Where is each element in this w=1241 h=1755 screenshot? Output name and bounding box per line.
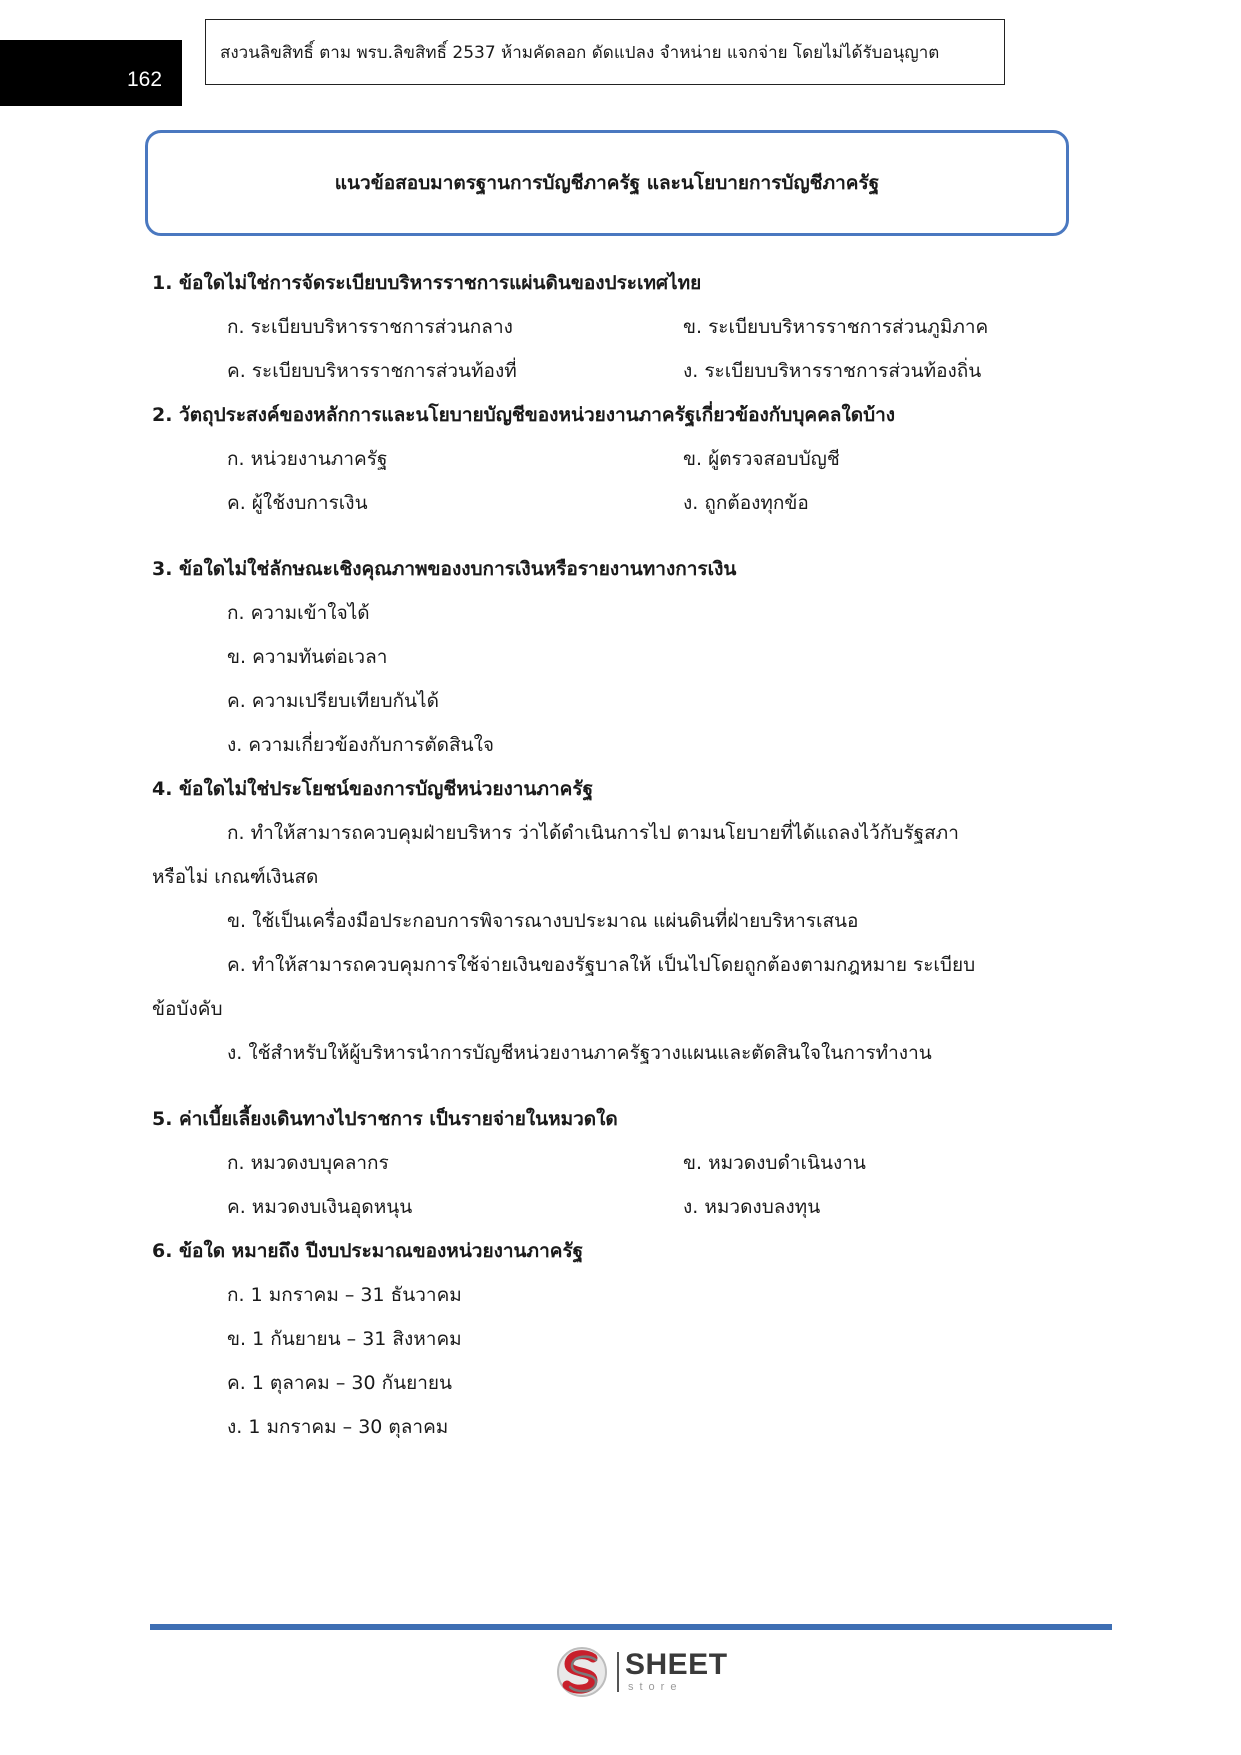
q3-option-a: ก. ความเข้าใจได้ [227,602,370,624]
q6-option-a: ก. 1 มกราคม – 31 ธันวาคม [227,1284,462,1306]
question-1: 1. ข้อใดไม่ใช่การจัดระเบียบบริหารราชการแผ่นดินของประเทศไทย [152,272,702,294]
sheet-store-logo-icon [555,1644,609,1700]
q1-option-b: ข. ระเบียบบริหารราชการส่วนภูมิภาค [683,316,989,338]
q5-option-a: ก. หมวดงบบุคลากร [227,1152,389,1174]
page-number-box [0,40,182,106]
sheet-store-logo [555,1644,735,1700]
q2-option-b: ข. ผู้ตรวจสอบบัญชี [683,448,840,470]
q5-option-b: ข. หมวดงบดำเนินงาน [683,1152,866,1174]
q6-option-d: ง. 1 มกราคม – 30 ตุลาคม [227,1416,449,1438]
q5-option-c: ค. หมวดงบเงินอุดหนุน [227,1196,413,1218]
q4-option-c: ค. ทำให้สามารถควบคุมการใช้จ่ายเงินของรัฐบาลให้ เป็นไปโดยถูกต้องตามกฎหมาย ระเบียบ [227,954,976,976]
q3-option-b: ข. ความทันต่อเวลา [227,646,388,668]
q4-option-a-continued: หรือไม่ เกณฑ์เงินสด [152,866,319,888]
copyright-notice: สงวนลิขสิทธิ์ ตาม พรบ.ลิขสิทธิ์ 2537 ห้ามคัดลอก ดัดแปลง จำหน่าย แจกจ่าย โดยไม่ได้รับอนุญาต [205,19,1005,85]
footer-divider [150,1624,1112,1630]
q4-option-b: ข. ใช้เป็นเครื่องมือประกอบการพิจารณางบประมาณ แผ่นดินที่ฝ่ายบริหารเสนอ [227,910,859,932]
q2-option-c: ค. ผู้ใช้งบการเงิน [227,492,368,514]
question-3: 3. ข้อใดไม่ใช่ลักษณะเชิงคุณภาพของงบการเงินหรือรายงานทางการเงิน [152,558,737,580]
question-4: 4. ข้อใดไม่ใช่ประโยชน์ของการบัญชีหน่วยงานภาครัฐ [152,778,594,800]
q4-option-d: ง. ใช้สำหรับให้ผู้บริหารนำการบัญชีหน่วยงานภาครัฐวางแผนและตัดสินใจในการทำงาน [227,1042,932,1064]
q1-option-c: ค. ระเบียบบริหารราชการส่วนท้องที่ [227,360,517,382]
q2-option-d: ง. ถูกต้องทุกข้อ [683,492,809,514]
logo-subtitle: store [628,1681,683,1693]
q6-option-b: ข. 1 กันยายน – 31 สิงหาคม [227,1328,462,1350]
question-2: 2. วัตถุประสงค์ของหลักการและนโยบายบัญชีของหน่วยงานภาครัฐเกี่ยวข้องกับบุคคลใดบ้าง [152,404,896,426]
logo-separator [617,1652,619,1692]
page-number: 162 [127,68,163,91]
question-5: 5. ค่าเบี้ยเลี้ยงเดินทางไปราชการ เป็นรายจ่ายในหมวดใด [152,1108,618,1130]
q6-option-c: ค. 1 ตุลาคม – 30 กันยายน [227,1372,453,1394]
q4-option-c-continued: ข้อบังคับ [152,998,223,1020]
q4-option-a: ก. ทำให้สามารถควบคุมฝ่ายบริหาร ว่าได้ดำเนินการไป ตามนโยบายที่ได้แถลงไว้กับรัฐสภา [227,822,959,844]
q1-option-a: ก. ระเบียบบริหารราชการส่วนกลาง [227,316,513,338]
page-title: แนวข้อสอบมาตรฐานการบัญชีภาครัฐ และนโยบายการบัญชีภาครัฐ [145,130,1069,236]
question-6: 6. ข้อใด หมายถึง ปีงบประมาณของหน่วยงานภาครัฐ [152,1240,584,1262]
logo-wordmark: SHEET [625,1648,728,1681]
q1-option-d: ง. ระเบียบบริหารราชการส่วนท้องถิ่น [683,360,982,382]
q5-option-d: ง. หมวดงบลงทุน [683,1196,821,1218]
q3-option-c: ค. ความเปรียบเทียบกันได้ [227,690,439,712]
q2-option-a: ก. หน่วยงานภาครัฐ [227,448,388,470]
q3-option-d: ง. ความเกี่ยวข้องกับการตัดสินใจ [227,734,495,756]
